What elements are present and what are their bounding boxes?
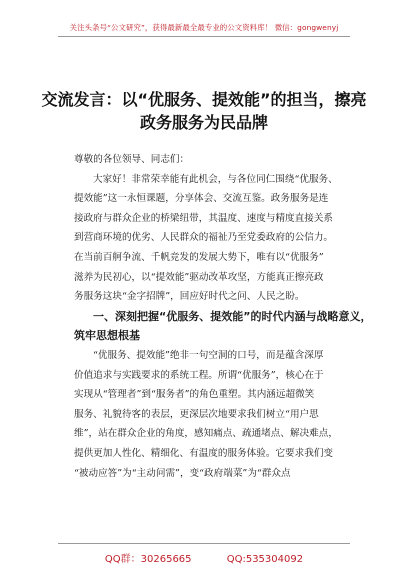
salutation: 尊敬的各位领导、同志们： [74, 154, 190, 165]
paragraph-line: 提效能”这一永恒课题，分享体会、交流互鉴。政务服务是连 [74, 193, 329, 205]
footer-divider [58, 543, 350, 544]
paragraph-line: 在当前百舸争流、千帆竞发的发展大势下，唯有以“优服务” [74, 251, 324, 263]
paragraph-line: 大家好！非常荣幸能有此机会，与各位同仁围绕“优服务、 [93, 173, 338, 185]
paragraph-2 [74, 346, 354, 483]
paragraph-line: 价值追求与实践要求的系统工程。所谓“优服务”，核心在于 [74, 369, 324, 381]
section-heading-line-2: 筑牢思想根基 [74, 329, 140, 343]
paragraph-line: 提供更加人性化、精细化、有温度的服务体验。它要求我们变 [74, 447, 334, 459]
paragraph-line: 维”，站在群众企业的角度，感知痛点、疏通堵点、解决难点， [74, 428, 338, 440]
footer-qq-group: QQ群：30265665 [104, 554, 192, 565]
header-divider [58, 36, 350, 37]
document-body [74, 150, 372, 483]
paragraph-line: 实现从“管理者”到“服务者”的角色重塑。其内涵远超微笑 [74, 389, 315, 401]
document-title [40, 88, 368, 134]
section-heading-line-1: 一、深刻把握“优服务、提效能”的时代内涵与战略意义， [93, 309, 372, 323]
header-note: 关注头条号“公文研究”，获得最新最全最专业的公文资料库！ 微信：gongwenyj [69, 23, 339, 32]
paragraph-line: “优服务、提效能”绝非一句空洞的口号，而是蕴含深厚 [93, 349, 324, 361]
paragraph-line: 务服务这块“金字招牌”，回应好时代之问、人民之盼。 [74, 291, 305, 303]
title-line-1: 交流发言：以“优服务、提效能”的担当，擦亮 [41, 90, 367, 109]
paragraph-line: “被动应答”为“主动问需”，变“政府端菜”为“群众点 [74, 467, 291, 479]
paragraph-line: 滋养为民初心，以“提效能”驱动改革攻坚，方能真正擦亮政 [74, 271, 324, 283]
footer-qq: QQ:535304092 [226, 554, 304, 565]
footer [0, 550, 408, 565]
paragraph-line: 接政府与群众企业的桥梁纽带，其温度、速度与精度直接关系 [74, 212, 334, 224]
paragraph-line: 到营商环境的优劣、人民群众的福祉乃至党委政府的公信力。 [74, 232, 334, 244]
title-line-2: 政务服务为民品牌 [139, 113, 268, 132]
paragraph-line: 服务、礼貌待客的表层，更深层次地要求我们树立“用户思 [74, 408, 319, 420]
paragraph-1 [74, 170, 354, 307]
section-heading [74, 307, 372, 346]
